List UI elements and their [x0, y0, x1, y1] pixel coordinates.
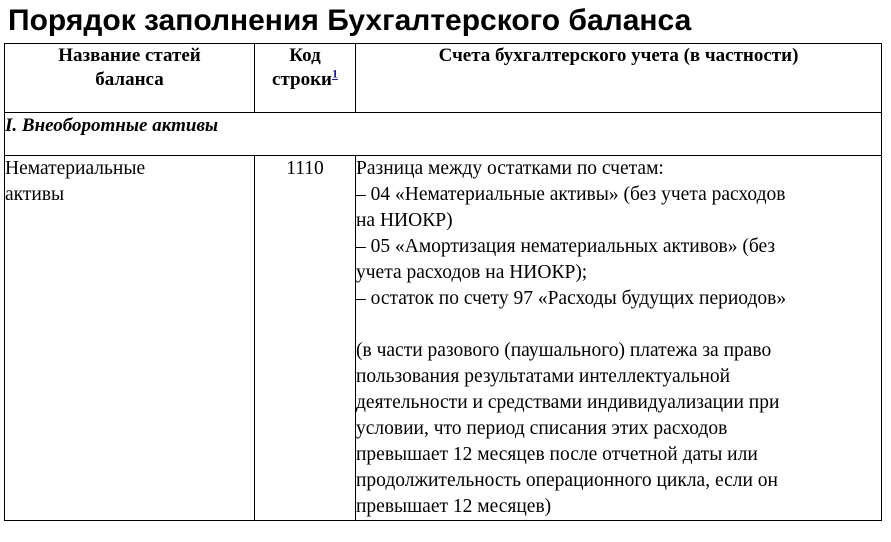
row-name-line: Нематериальные	[5, 158, 146, 179]
note-line: превышает 12 месяцев)	[356, 496, 552, 517]
note-line: продолжительность операционного цикла, если он	[356, 470, 778, 491]
header-code	[255, 44, 356, 113]
header-name-line: баланса	[95, 69, 164, 90]
row-code: 1110	[255, 156, 356, 521]
header-name	[5, 44, 255, 113]
row-name-line: активы	[5, 184, 65, 205]
note-line: превышает 12 месяцев после отчетной даты или	[356, 444, 758, 465]
desc-line: учета расходов на НИОКР);	[356, 262, 588, 283]
footnote-link[interactable]: 1	[331, 66, 338, 81]
row-name	[5, 156, 255, 521]
desc-line: – 05 «Амортизация нематериальных активов» (без	[356, 236, 776, 257]
note-line: деятельности и средствами индивидуализации при	[356, 392, 780, 413]
section-row	[5, 113, 882, 156]
header-accounts: Счета бухгалтерского учета (в частности)	[356, 44, 882, 113]
header-name-line: Название статей	[58, 45, 201, 66]
header-row	[5, 44, 882, 113]
note-line: пользования результатами интеллектуальной	[356, 366, 731, 387]
table-row	[5, 156, 882, 521]
header-code-text: строки	[272, 69, 332, 90]
note-line: (в части разового (паушального) платежа за право	[356, 340, 772, 361]
row-description	[356, 156, 882, 521]
desc-line: – остаток по счету 97 «Расходы будущих периодов»	[356, 288, 787, 309]
desc-line: Разница между остатками по счетам:	[356, 158, 664, 179]
desc-line: – 04 «Нематериальные активы» (без учета расходов	[356, 184, 786, 205]
page-title: Порядок заполнения Бухгалтерского баланса	[8, 4, 692, 37]
paragraph-gap	[356, 312, 881, 338]
header-code-line: Код	[289, 45, 321, 66]
header-code-line	[255, 68, 355, 92]
desc-line: на НИОКР)	[356, 210, 453, 231]
section-title: I. Внеоборотные активы	[5, 113, 882, 156]
note-line: условии, что период списания этих расходов	[356, 418, 728, 439]
balance-table	[4, 43, 882, 521]
